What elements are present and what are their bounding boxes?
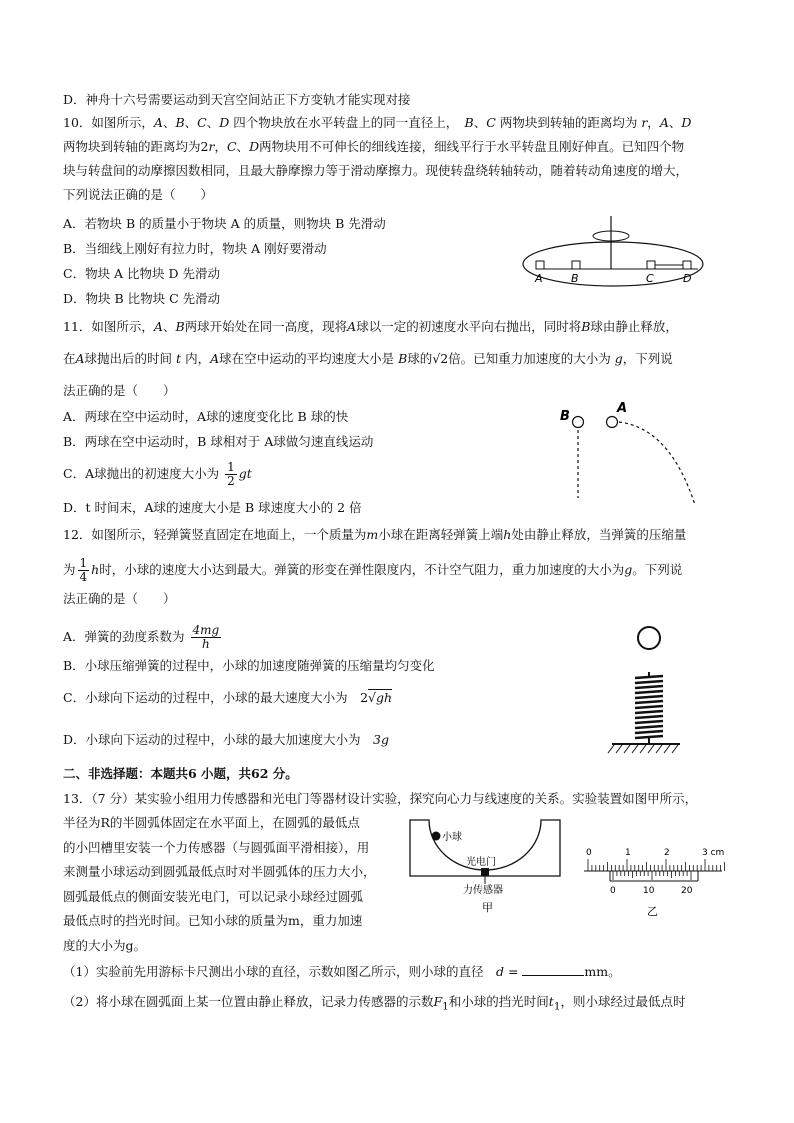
q10-stem-b: 四个物块放在水平转盘上的同一直径上，: [233, 115, 453, 130]
label-ball: 小球: [442, 832, 462, 843]
label-sensor: 力传感器: [463, 885, 503, 896]
section-2-title: 二、非选择题：本题共6 小题，共62 分。: [63, 766, 298, 781]
spring-coils: [635, 676, 663, 738]
label-d: D: [683, 272, 692, 285]
q9-option-d: D．神舟十六号需要运动到天宫空间站正下方变轨才能实现对接: [63, 92, 411, 107]
main-label-3: 3 cm: [702, 848, 725, 858]
label-a: A: [535, 272, 543, 285]
label-gate: 光电门: [466, 857, 496, 868]
vernier-scale-ticks: [613, 871, 691, 880]
q10-option-c: C．物块 A 比物块 D 先滑动: [63, 266, 221, 281]
q12-option-a: A．弹簧的劲度系数为 $\frac{4mg}{h}$: [63, 623, 220, 651]
q11-stem-line-2: 在A球抛出后的时间 t 内，A球在空中运动的平均速度大小是 B球的√2倍。已知重力加速度的大小为 g，下列说: [63, 351, 673, 366]
q12-stem-line-1: 12．如图所示，轻弹簧竖直固定在地面上，一个质量为m小球在距离轻弹簧上端h处由静止释放，当弹簧的压缩量: [63, 527, 687, 542]
q11-option-a: A．两球在空中运动时，A球的速度变化比 B 球的快: [63, 409, 349, 424]
q10-stem-c: 两物块到转轴的距离均为: [499, 115, 638, 130]
q12-spring-figure: [600, 620, 690, 765]
q12-stem-line-3: 法正确的是（ ）: [63, 591, 176, 606]
caption-yi: 乙: [647, 905, 658, 918]
q13-line-2: 半径为R的半圆弧体固定在水平面上，在圆弧的最低点: [63, 815, 360, 830]
q11-stem-line-1: 11．如图所示，A、B两球开始处在同一高度，现将A球以一定的初速度水平向右抛出，同时将B球由静止释放，: [63, 319, 678, 334]
main-label-0: 0: [586, 848, 592, 858]
q13-line-6: 最低点时的挡光时间。已知小球的质量为m，重力加速: [63, 913, 363, 928]
q12-option-b: B．小球压缩弹簧的过程中，小球的加速度随弹簧的压缩量均匀变化: [63, 658, 435, 673]
q10-turntable-figure: [518, 212, 708, 292]
q13-line-1: 13．（7 分）某实验小组用力传感器和光电门等器材设计实验，探究向心力与线速度的关系。实验装置如图甲所示，: [63, 791, 698, 806]
fraction-half: $\frac{1}{2}$: [227, 460, 235, 488]
q13-sub-1: （1）实验前先用游标卡尺测出小球的直径，示数如图乙所示，则小球的直径 d = mm。: [63, 964, 621, 979]
q10-stem-line-2: 两物块到转轴的距离均为2r，C、D两物块用不可伸长的细线连接，细线平行于水平转盘且刚好伸直。已知四个物: [63, 139, 685, 154]
q10-option-d: D．物块 B 比物块 C 先滑动: [63, 291, 221, 306]
answer-blank[interactable]: [522, 963, 584, 976]
ground-hatching: [608, 745, 678, 753]
fraction-quarter: $\frac{1}{4}$: [79, 556, 88, 584]
vernier-label-20: 20: [681, 886, 693, 896]
main-scale-ticks: [588, 859, 725, 871]
q10-option-b: B．当细线上刚好有拉力时，物块 A 刚好要滑动: [63, 241, 327, 256]
main-label-2: 2: [664, 848, 670, 858]
q10-stem-d: 两物块到转轴的距离均为: [63, 139, 201, 154]
vernier-label-10: 10: [643, 886, 655, 896]
q13-sub-2: （2）将小球在圆弧面上某一位置由静止释放，记录力传感器的示数$F_1$和小球的挡光时间$t_1$，则小球经过最低点时: [63, 994, 686, 1013]
q11-stem-line-3: 法正确的是（ ）: [63, 383, 176, 398]
fraction-4mg-h: $\frac{4mg}{h}$: [192, 623, 220, 651]
q10-stem-line-4: 下列说法正确的是（ ）: [63, 187, 214, 202]
vernier-label-0: 0: [610, 886, 616, 896]
q11-projectile-figure: [555, 400, 705, 510]
q12-stem-line-2: 为 $\frac{1}{4}$ h时，小球的速度大小达到最大。弹簧的形变在弹性限度内，不计空气阻力，重力加速度的大小为g。下列说: [63, 556, 683, 584]
label-b: B: [560, 409, 570, 424]
q13-figure-yi: [580, 843, 730, 918]
label-b: B: [571, 272, 579, 285]
q10-option-a: A．若物块 B 的质量小于物块 A 的质量，则物块 B 先滑动: [63, 216, 386, 231]
label-a: A: [617, 401, 628, 416]
q11-option-c: C．A球抛出的初速度大小为 $\frac{1}{2}$ gt: [63, 460, 252, 488]
q13-line-5: 圆弧最低点的侧面安装光电门，可以记录小球经过圆弧: [63, 889, 364, 904]
q10-stem-a: 10．如图所示，: [63, 115, 154, 130]
q11-option-d: D．t 时间末，A球的速度大小是 B 球速度大小的 2 倍: [63, 500, 362, 515]
q10-stem-line-1: 10．如图所示，A、B、C、D 四个物块放在水平转盘上的同一直径上， B、C 两物块到转轴的距离均为 r，A、D: [63, 115, 692, 130]
q13-line-4: 来测量小球运动到圆弧最低点时对半圆弧体的压力大小，: [63, 864, 376, 879]
q13-figure-jia: [405, 816, 565, 916]
caption-jia: 甲: [482, 901, 493, 914]
q10-stem-line-3: 块与转盘间的动摩擦因数相同，且最大静摩擦力等于滑动摩擦力。现使转盘绕转轴转动，随着转动角速度的增大，: [63, 163, 689, 178]
q10-stem-e: 两物块用不可伸长的细线连接，细线平行于水平转盘且刚好伸直。已知四个物: [259, 139, 685, 154]
label-c: C: [646, 272, 654, 285]
q11-option-b: B．两球在空中运动时，B 球相对于 A球做匀速直线运动: [63, 434, 374, 449]
q13-line-7: 度的大小为g。: [63, 938, 147, 953]
main-label-1: 1: [625, 848, 631, 858]
q13-line-3: 的小凹槽里安装一个力传感器（与圆弧面平滑相接），用: [63, 840, 370, 855]
q12-option-d: D．小球向下运动的过程中，小球的最大加速度大小为 3g: [63, 732, 390, 747]
q12-option-c: C．小球向下运动的过程中，小球的最大速度大小为 2√gh: [63, 690, 393, 705]
